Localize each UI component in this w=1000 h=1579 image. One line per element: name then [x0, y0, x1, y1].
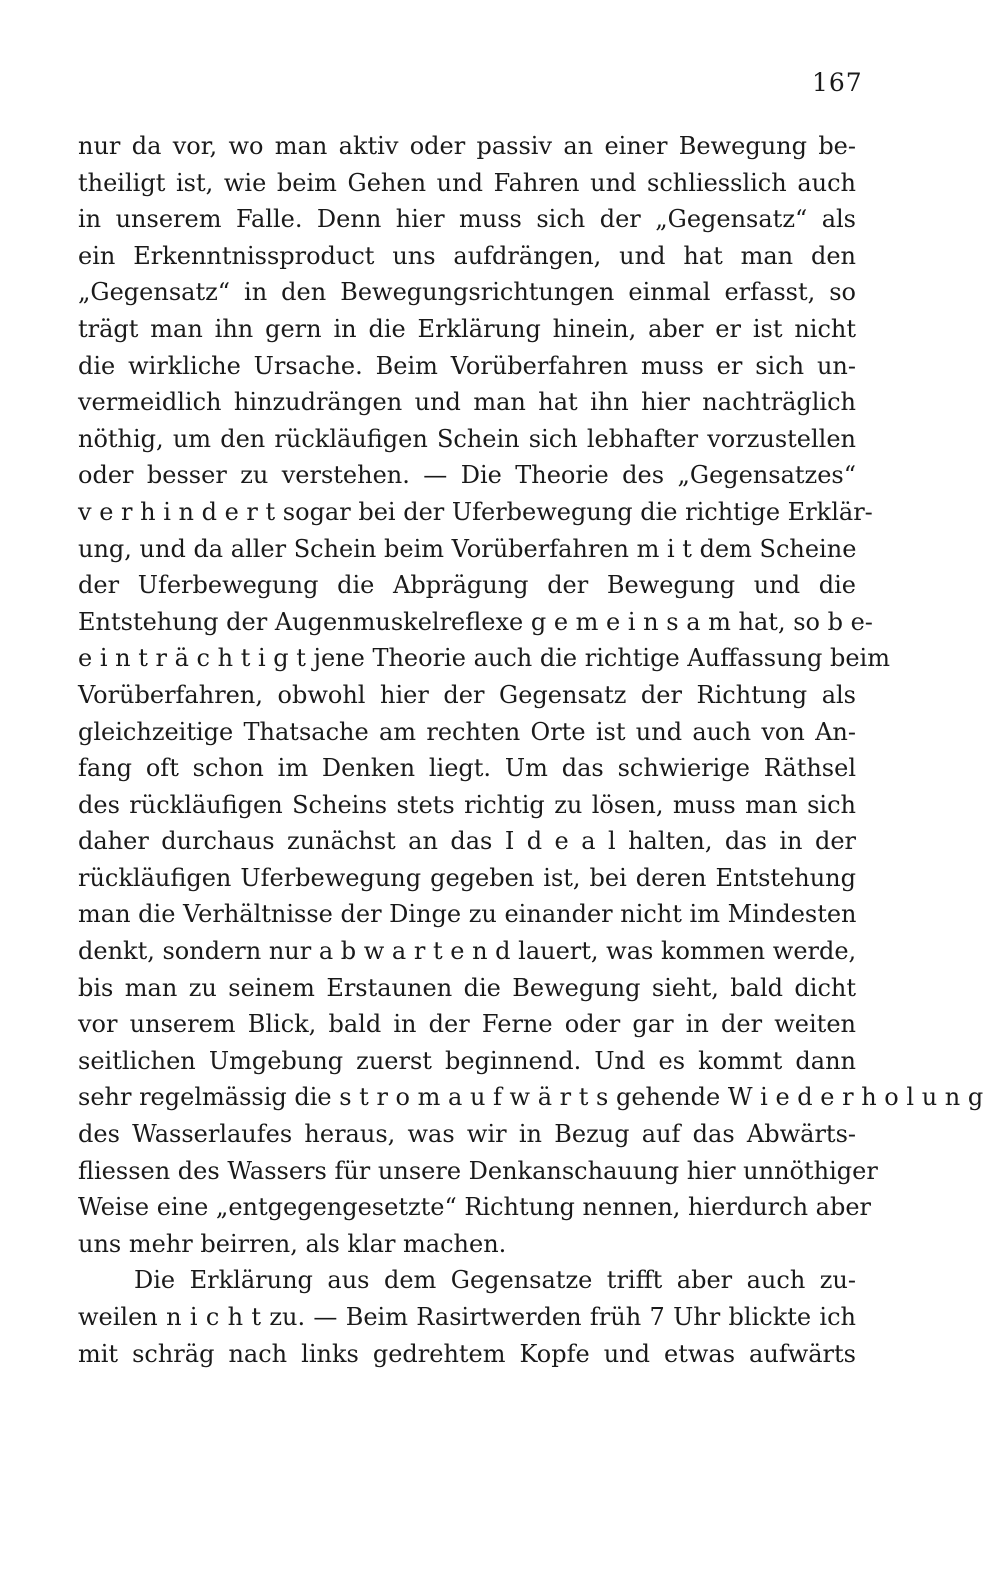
text-line: fang oft schon im Denken liegt. Um das schwierige Räthsel: [78, 754, 856, 783]
text-line: oder besser zu verstehen. — Die Theorie des „Gegensatzes“: [78, 461, 856, 490]
text-line: vermeidlich hinzudrängen und man hat ihn hier nachträglich: [78, 388, 856, 417]
text-line: nöthig, um den rückläufigen Schein sich lebhafter vorzustellen: [78, 424, 856, 453]
page-number: 167: [812, 68, 863, 97]
text-line: bis man zu seinem Erstaunen die Bewegung sieht, bald dicht: [78, 973, 856, 1002]
text-line: Vorüberfahren, obwohl hier der Gegensatz der Richtung als: [78, 680, 856, 709]
text-line: man die Verhältnisse der Dinge zu einander nicht im Mindesten: [78, 900, 857, 929]
text-line: theiligt ist, wie beim Gehen und Fahren und schliesslich auch: [78, 168, 856, 197]
text-line: trägt man ihn gern in die Erklärung hinein, aber er ist nicht: [78, 314, 856, 343]
text-line: fliessen des Wassers für unsere Denkanschauung hier unnöthiger: [78, 1156, 878, 1185]
text-line: des Wasserlaufes heraus, was wir in Bezug auf das Abwärts-: [78, 1120, 856, 1149]
text-line: Weise eine „entgegengesetzte“ Richtung nennen, hierdurch aber: [78, 1193, 872, 1222]
text-line: denkt, sondern nur a b w a r t e n d lauert, was kommen werde,: [78, 937, 857, 966]
text-line: nur da vor, wo man aktiv oder passiv an einer Bewegung be-: [78, 132, 856, 160]
text-line-paragraph-start: Die Erklärung aus dem Gegensatze trifft aber auch zu-: [134, 1266, 856, 1295]
text-line: seitlichen Umgebung zuerst beginnend. Und es kommt dann: [78, 1046, 856, 1075]
text-line: vor unserem Blick, bald in der Ferne oder gar in der weiten: [78, 1010, 856, 1039]
text-line: daher durchaus zunächst an das I d e a l halten, das in der: [78, 827, 856, 856]
text-line: in unserem Falle. Denn hier muss sich der „Gegensatz“ als: [78, 205, 856, 234]
text-line: mit schräg nach links gedrehtem Kopfe und etwas aufwärts: [78, 1339, 856, 1368]
text-line: ung, und da aller Schein beim Vorüberfahren m i t dem Scheine: [78, 534, 857, 563]
text-line: „Gegensatz“ in den Bewegungsrichtungen einmal erfasst, so: [78, 278, 856, 307]
text-line-paragraph-end: uns mehr beirren, als klar machen.: [78, 1229, 507, 1258]
text-line: rückläufigen Uferbewegung gegeben ist, bei deren Entstehung: [78, 863, 856, 892]
text-line: v e r h i n d e r t sogar bei der Uferbewegung die richtige Erklär-: [78, 497, 873, 526]
text-line: die wirkliche Ursache. Beim Vorüberfahren muss er sich un-: [78, 351, 856, 380]
text-line: e i n t r ä c h t i g t jene Theorie auch die richtige Auffassung beim: [78, 644, 890, 673]
page-body: [78, 128, 984, 1372]
text-line: ein Erkenntnissproduct uns aufdrängen, und hat man den: [78, 241, 856, 270]
text-line: der Uferbewegung die Abprägung der Bewegung und die: [78, 571, 856, 600]
text-line: Entstehung der Augenmuskelreflexe g e m e i n s a m hat, so b e-: [78, 607, 873, 636]
text-line: des rückläufigen Scheins stets richtig zu lösen, muss man sich: [78, 790, 856, 819]
text-line: sehr regelmässig die s t r o m a u f w ä r t s gehende W i e d e r h o l u n g: [78, 1083, 984, 1112]
text-line: weilen n i c h t zu. — Beim Rasirtwerden früh 7 Uhr blickte ich: [78, 1303, 856, 1331]
text-line: gleichzeitige Thatsache am rechten Orte ist und auch von An-: [78, 717, 856, 746]
